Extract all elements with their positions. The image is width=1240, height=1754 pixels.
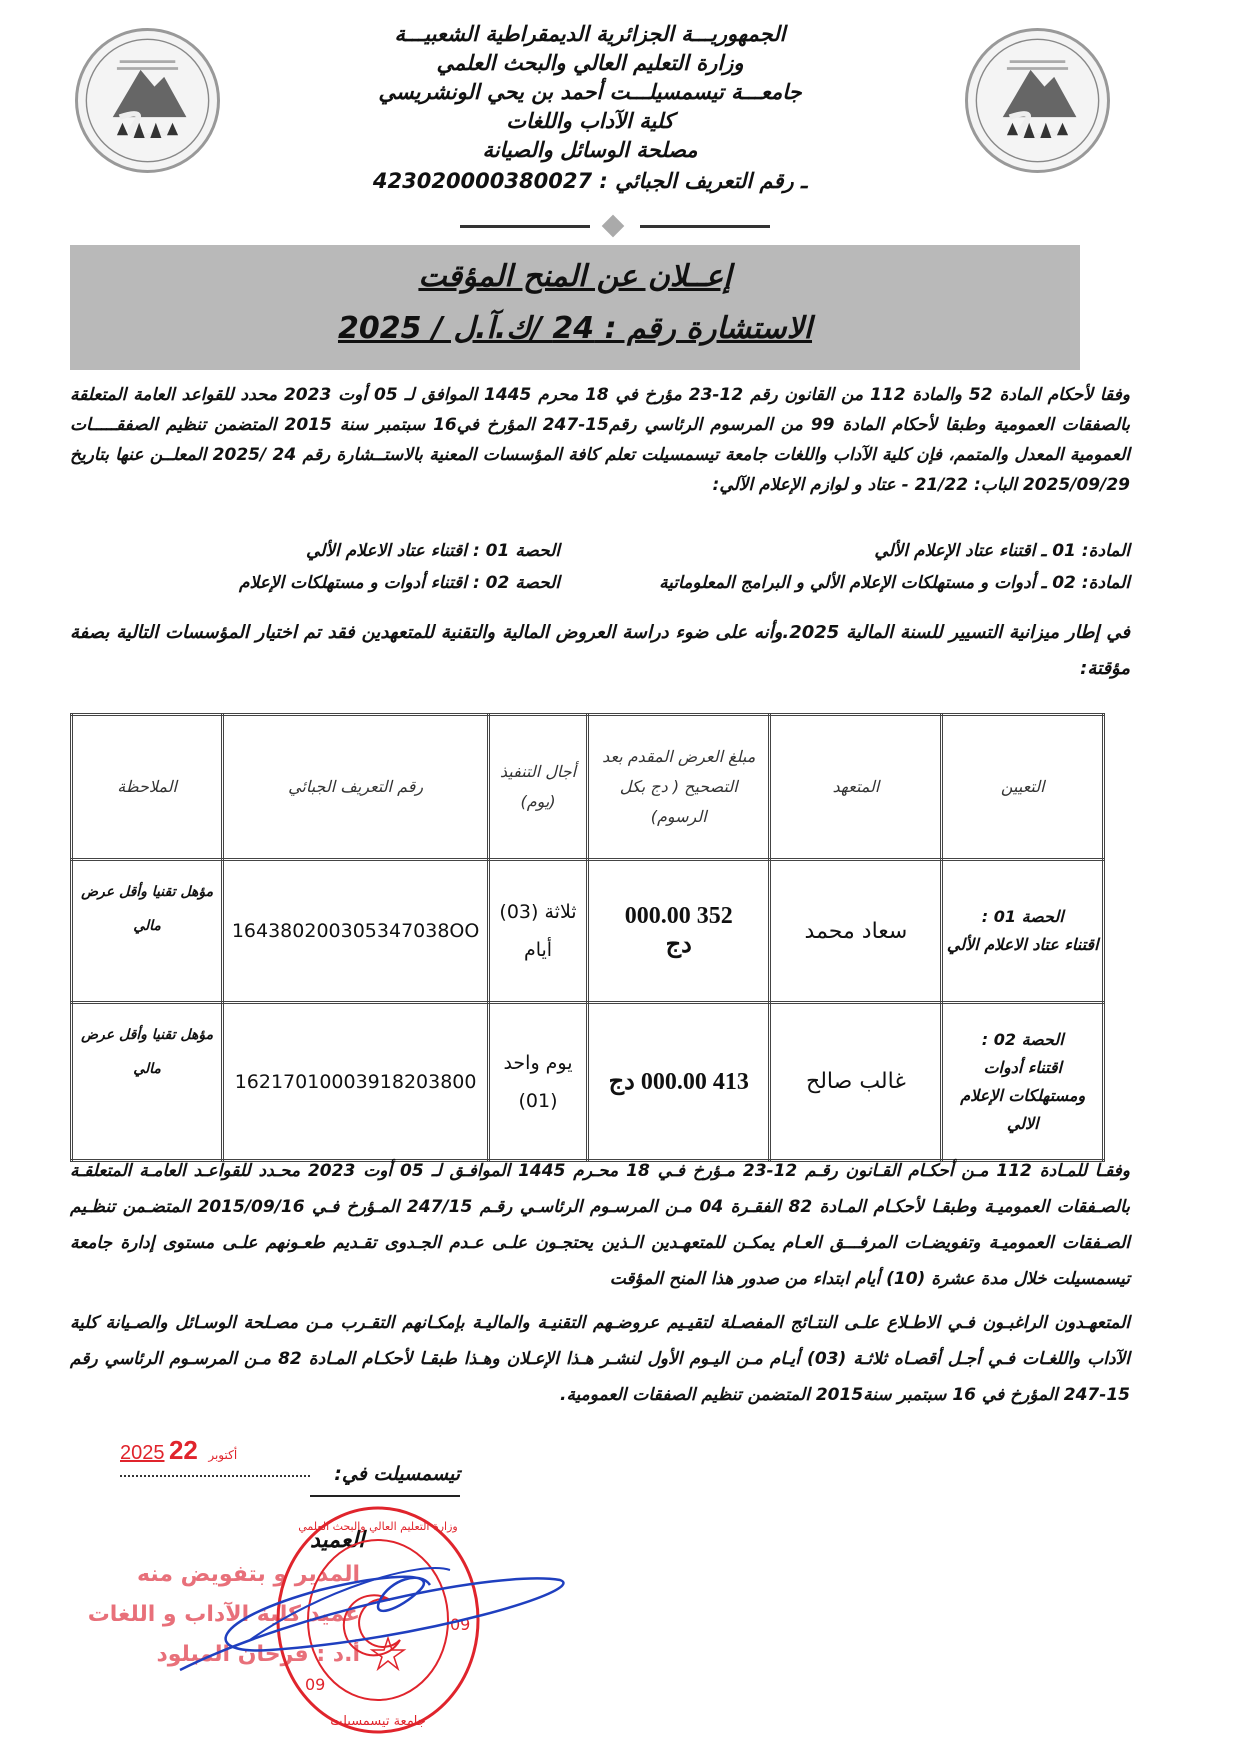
- cell-designation: [942, 860, 1104, 1003]
- lots-list: [70, 535, 1130, 599]
- announcement-title: إعــلان عن المنح المؤقت: [418, 259, 732, 294]
- university-logo-right: [965, 28, 1110, 173]
- header-faculty: كلية الآداب واللغات: [506, 109, 674, 133]
- stamp-line-2: عميد كلية الآداب و اللغات: [87, 1602, 360, 1627]
- header-note: الملاحظة: [72, 715, 223, 860]
- table-row: [72, 860, 1104, 1003]
- header-designation: التعيين: [942, 715, 1104, 860]
- lot-number: الحصة 01 :: [981, 907, 1064, 926]
- header-amount: مبلغ العرض المقدم بعد التصحيح ( دج بكل الرسوم): [588, 715, 770, 860]
- fiscal-id-value: 423020000380027: [372, 169, 593, 193]
- header-fiscal-id: [330, 167, 850, 196]
- cell-fiscal-id: 16217010003918203800: [223, 1003, 489, 1161]
- budget-paragraph: في إطار ميزانية التسيير للسنة المالية 2025.وأنه على ضوء دراسة العروض المالية والتقنية للمتعهدين فقد تم اختيار المؤسسات التالية بصفة مؤقتة:: [70, 622, 1130, 679]
- diamond-ornament-icon: [602, 215, 625, 238]
- header-service: مصلحة الوسائل والصيانة: [482, 138, 698, 162]
- cell-note: مؤهل تقنيا وأقل عرض مالي: [72, 1003, 223, 1161]
- lot-1: الحصة 01 : اقتناء عتاد الاعلام الألي: [305, 541, 560, 561]
- lot-row-2: [70, 567, 1130, 599]
- lot-designation: اقتناء أدوات ومستهلكات الإعلام الالي: [960, 1057, 1086, 1133]
- header-separator: [460, 222, 770, 230]
- date-stamp: [120, 1435, 243, 1466]
- letterhead: [330, 20, 850, 196]
- title-banner: [70, 245, 1080, 370]
- signature-icon: [120, 1530, 570, 1690]
- university-logo-left: [75, 28, 220, 173]
- header-fiscal-id: رقم التعريف الجبائي: [223, 715, 489, 860]
- lot-2: الحصة 02 : اقتناء أدوات و مستهلكات الإعلام: [238, 573, 560, 593]
- lot-designation: اقتناء عتاد الاعلام الألي: [946, 935, 1099, 954]
- amount-currency: دج: [608, 1069, 635, 1095]
- results-paragraph: المتعهـدون الراغبـون فـي الاطـلاع علـى النتـائج المفصـلة لتقيـيم عروضـهم التقنيـة والماليـة بإمكـانهم التقـرب مـن مصـلحة الوسـائل والصـيانة كلية الآداب واللغـات فـي أجـل أقصـاه ثلاثـة (03) أيـام مـن اليـوم الأول لنشـر هـذا الإعـلان وهـذا طبقـا لأحكـام المـادة 82 مـن المرسـوم الرئاسي رقم 15-247 المؤرخ في 16 سبتمبر سنة2015 المتضمن تنظيم الصفقات العمومية.: [70, 1313, 1131, 1405]
- amount-value: 413 000.00: [640, 1069, 749, 1095]
- lot-row-1: [70, 535, 1130, 567]
- amount-currency: دج: [665, 932, 692, 958]
- cell-designation: [942, 1003, 1104, 1161]
- intro-paragraph: وفقا لأحكام المادة 52 والمادة 112 من القانون رقم 12-23 مؤرخ في 18 محرم 1445 الموافق لـ 05 أوت 2023 محدد للقواعد العامة المتعلقة بالصفقات العمومية وطبقا لأحكام المادة 99 من المرسوم الرئاسي رقم15-247 المؤرخ في16 سبتمبر سنة 2015 المتضمن تنظيم الصفقـــــات العمومية المعدل والمتمم، فإن كلية الآداب واللغات جامعة تيسمسيلت تعلم كافة المؤسسات المعنية بالاستــشارة رقم 24 /2025 المعلــن عنها بتاريخ 2025/09/29 الباب: 21/22 - عتاد و لوازم الإعلام الآلي:: [70, 385, 1131, 495]
- mountain-river-icon: [78, 31, 217, 170]
- seal-bottom-text: جامعة تيسمسيلت: [330, 1714, 426, 1729]
- stamp-month: أكتوبر: [208, 1448, 238, 1462]
- header-deadline: أجال التنفيذ (يوم): [489, 715, 588, 860]
- header-republic: الجمهوريـــة الجزائرية الديمقراطية الشعبيـــة: [394, 22, 786, 46]
- cell-bidder: غالب صالح: [770, 1003, 942, 1161]
- seal-outer-text: وزارة التعليم العالي والبحث العلمي: [298, 1520, 458, 1533]
- header-bidder: المتعهد: [770, 715, 942, 860]
- stamp-day: 22: [168, 1435, 198, 1465]
- cell-deadline: يوم واحد (01): [489, 1003, 588, 1161]
- dean-title: العميد: [310, 1528, 365, 1553]
- cell-amount: [588, 1003, 770, 1161]
- fiscal-id-label: ـ رقم التعريف الجبائي :: [599, 169, 808, 193]
- header-ministry: وزارة التعليم العالي والبحث العلمي: [436, 51, 744, 75]
- consultation-number: الاستشارة رقم : 24 /ك.آ.ل / 2025: [337, 311, 813, 346]
- table-row: [72, 1003, 1104, 1161]
- award-table: [70, 713, 1105, 1162]
- place-underline: [310, 1495, 460, 1497]
- stamp-year: 2025: [120, 1442, 165, 1464]
- amount-value: 352 000.00: [624, 903, 733, 929]
- matter-1: المادة: 01 ـ اقتناء عتاد الإعلام الألي: [874, 541, 1130, 561]
- cell-deadline: ثلاثة (03) أيام: [489, 860, 588, 1003]
- mountain-river-icon: [968, 31, 1107, 170]
- appeal-paragraph: وفقـا للمـادة 112 مـن أحكـام القـانون رقـم 12-23 مـؤرخ فـي 18 محـرم 1445 الموافـق لـ 05 أوت 2023 محـدد للقواعـد العامـة المتعلقـة بالصـفقات العموميـة وطبقـا لأحكـام المـادة 82 الفقـرة 04 مـن المرسـوم الرئاسـي رقـم 247/15 المـؤرخ فـي 2015/09/16 المتضـمن تنظـيم الصـفقات العموميـة وتفويضـات المرفـــق العـام يمكـن للمتعهـدين الـذين يحتجـون علـى عـدم الجـدوى تقـديم طعـونهم علـى مستوى إدارة جامعة تيسمسيلت خلال مدة عشرة (10) أيام ابتداء من صدور هذا المنح المؤقت: [70, 1161, 1131, 1289]
- cell-bidder: سعاد محمد: [770, 860, 942, 1003]
- lot-number: الحصة 02 :: [981, 1029, 1064, 1049]
- table-header-row: [72, 715, 1104, 860]
- date-dots: [120, 1475, 310, 1477]
- stamp-line-1: المدير و بتفويض منه: [137, 1562, 360, 1587]
- cell-fiscal-id: 164380200305347038OO: [223, 860, 489, 1003]
- matter-2: المادة: 02 ـ أدوات و مستهلكات الإعلام الألي و البرامج المعلوماتية: [659, 573, 1130, 593]
- cell-note: مؤهل تقنيا وأقل عرض مالي: [72, 860, 223, 1003]
- header-university: جامعـــة تيسمسيلـــت أحمد بن يحي الونشريسي: [378, 80, 802, 104]
- cell-amount: [588, 860, 770, 1003]
- place-label: تيسمسيلت في:: [334, 1463, 460, 1485]
- seal-number-2: 09: [305, 1675, 326, 1694]
- seal-number: 09: [450, 1615, 471, 1634]
- stamp-line-3: أ.د : فرحان الميلود: [156, 1642, 360, 1667]
